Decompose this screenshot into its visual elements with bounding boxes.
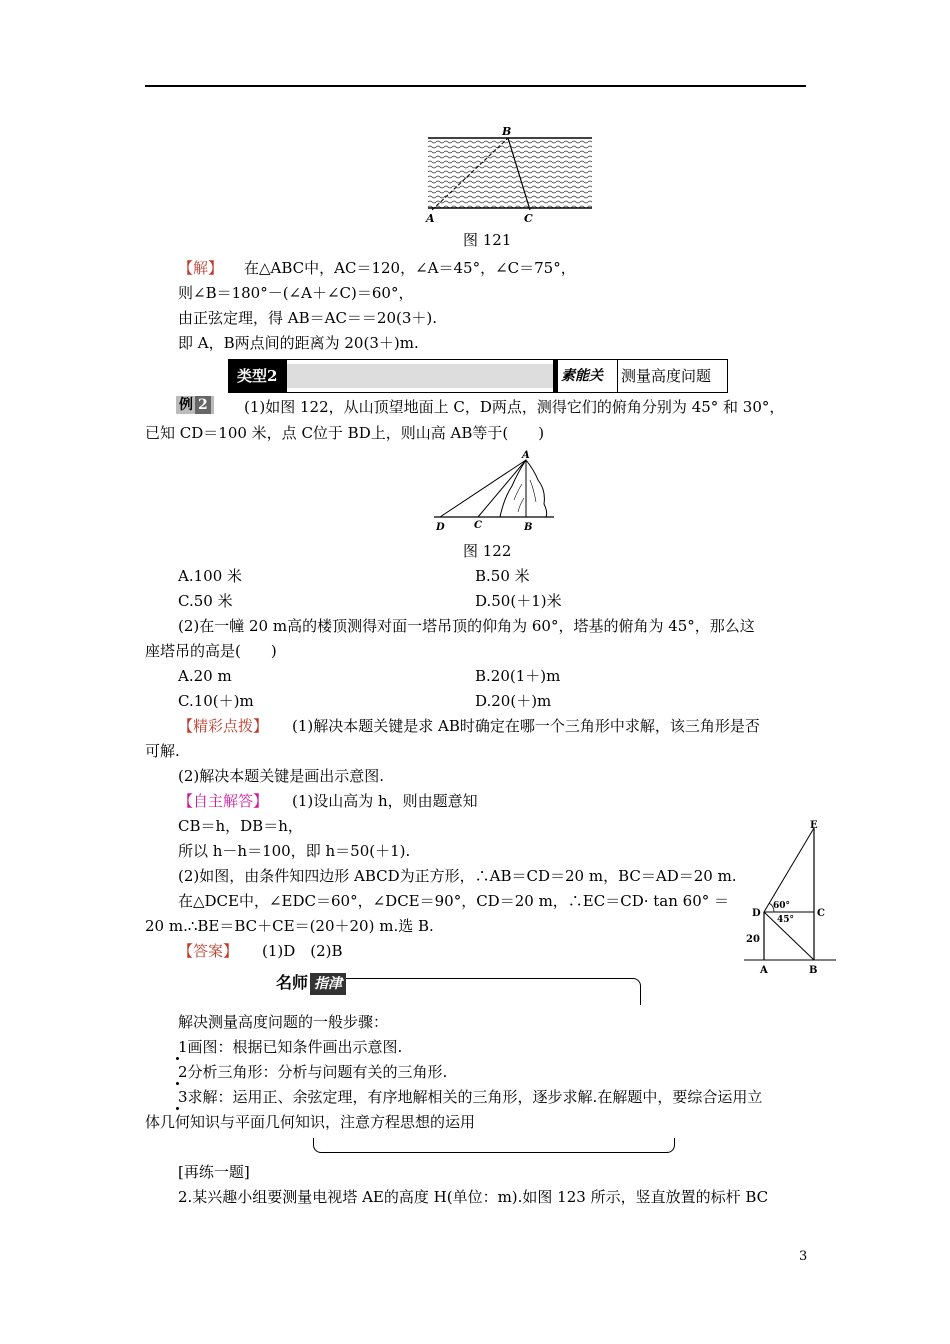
q2-option-b: B.20(1＋)m xyxy=(475,667,561,685)
self-answer-line-4: (2)如图，由条件知四边形 ABCD为正方形，∴AB＝CD＝20 m，BC＝AD＝20 m. xyxy=(178,867,737,885)
fig-right-label-e: E xyxy=(810,820,818,831)
master-step-3a: 3求解：运用正、余弦定理，有序地解相关的三角形，逐步求解.在解题中，要综合运用立 xyxy=(178,1088,763,1106)
master-title xyxy=(276,972,346,994)
type-banner-fill xyxy=(287,364,553,388)
fig122-label-d: D xyxy=(436,522,445,533)
type-label: 类型2 xyxy=(229,360,287,392)
fig-right-angle-60: 60° xyxy=(773,901,791,911)
emphasis-dot xyxy=(176,1107,179,1110)
solution-line-2: 则∠B＝180°－(∠A＋∠C)＝60°， xyxy=(178,284,414,302)
page-number: 3 xyxy=(799,1249,808,1264)
header-rule xyxy=(145,85,806,87)
master-step-2: 2分析三角形：分析与问题有关的三角形. xyxy=(178,1063,448,1081)
fig122-caption: 图 122 xyxy=(463,542,512,560)
q2-line-1: (2)在一幢 20 m高的楼顶测得对面一塔吊顶的仰角为 60°，塔基的俯角为 45°，那么这 xyxy=(178,617,755,635)
fig-right-angle-45: 45° xyxy=(777,915,795,925)
master-box-top xyxy=(310,978,641,1005)
master-step-3b: 体几何知识与平面几何知识，注意方程思想的运用 xyxy=(145,1113,476,1131)
practice-line-1: 2.某兴趣小组要测量电视塔 AE的高度 H(单位：m).如图 123 所示，竖直放置的标杆 BC xyxy=(178,1188,769,1206)
figure-tower xyxy=(740,818,840,978)
figure-122 xyxy=(430,450,560,534)
self-answer-tag: 【自主解答】 xyxy=(178,792,269,810)
master-title-b: 指津 xyxy=(310,973,346,995)
example-badge xyxy=(176,396,214,414)
example-badge-number: 2 xyxy=(195,396,211,414)
type-title: 测量高度问题 xyxy=(621,367,712,385)
fig-right-label-d: D xyxy=(752,908,761,919)
q1-option-b: B.50 米 xyxy=(475,567,530,585)
master-title-a: 名师 xyxy=(276,973,309,992)
practice-header: [再练一题] xyxy=(178,1163,250,1181)
q1-option-c: C.50 米 xyxy=(178,592,233,610)
q1-option-d: D.50(＋1)米 xyxy=(475,592,562,610)
example-line-1: (1)如图 122，从山顶望地面上 C，D两点，测得它们的俯角分别为 45° 和 30°， xyxy=(244,398,785,416)
fig122-label-b: B xyxy=(524,522,533,533)
fig122-label-a: A xyxy=(522,450,530,461)
q2-option-a: A.20 m xyxy=(178,667,232,685)
highlight-line-3: (2)解决本题关键是画出示意图. xyxy=(178,767,385,785)
fig-right-height-20: 20 xyxy=(746,934,760,945)
answer-text: (1)D (2)B xyxy=(262,942,343,960)
fig-right-label-c: C xyxy=(817,908,825,919)
q2-option-c: C.10(＋)m xyxy=(178,692,254,710)
master-intro: 解决测量高度问题的一般步骤： xyxy=(178,1013,389,1031)
type-banner-divider xyxy=(617,360,618,392)
fig-right-label-a: A xyxy=(760,965,768,976)
master-step-1: 1画图：根据已知条件画出示意图. xyxy=(178,1038,403,1056)
self-answer-line-2: CB＝h，DB＝h， xyxy=(178,817,303,835)
example-line-2: 已知 CD＝100 米，点 C位于 BD上，则山高 AB等于( ) xyxy=(145,424,545,442)
q2-option-d: D.20(＋)m xyxy=(475,692,552,710)
highlight-line-1: (1)解决本题关键是求 AB时确定在哪一个三角形中求解，该三角形是否 xyxy=(292,717,760,735)
solution-line-3: 由正弦定理，得 AB＝AC＝＝20(3＋). xyxy=(178,309,438,327)
solution-line-1: 在△ABC中，AC＝120，∠A＝45°，∠C＝75°， xyxy=(244,259,576,277)
emphasis-dot xyxy=(176,1082,179,1085)
fig122-label-c: C xyxy=(474,520,482,531)
self-answer-line-5: 在△DCE中，∠EDC＝60°，∠DCE＝90°，CD＝20 m，∴EC＝CD· tan 60° ＝ xyxy=(178,892,730,910)
fig121-label-c: C xyxy=(524,212,533,224)
fig-right-label-b: B xyxy=(809,965,818,976)
type-tag: 素能关 xyxy=(561,368,603,384)
solution-tag: 【解】 xyxy=(178,259,224,277)
example-badge-label: 例 xyxy=(179,397,193,413)
type-banner xyxy=(228,359,728,393)
emphasis-dot xyxy=(176,1057,179,1060)
highlight-line-2: 可解. xyxy=(145,742,180,760)
answer-tag: 【答案】 xyxy=(178,942,239,960)
self-answer-line-1: (1)设山高为 h，则由题意知 xyxy=(292,792,478,810)
fig121-label-a: A xyxy=(426,212,435,224)
q1-option-a: A.100 米 xyxy=(178,567,242,585)
self-answer-line-6: 20 m.∴BE＝BC＋CE＝(20＋20) m.选 B. xyxy=(145,917,434,935)
master-box-bottom xyxy=(313,1138,675,1153)
type-banner-separator xyxy=(553,360,558,392)
solution-line-4: 即 A，B两点间的距离为 20(3＋)m. xyxy=(178,334,419,352)
self-answer-line-3: 所以 h－h＝100，即 h＝50(＋1). xyxy=(178,842,411,860)
fig121-label-b: B xyxy=(502,125,512,138)
figure-121 xyxy=(420,124,600,224)
q2-line-2: 座塔吊的高是( ) xyxy=(145,642,277,660)
highlight-tag: 【精彩点拨】 xyxy=(178,717,269,735)
fig121-caption: 图 121 xyxy=(463,231,512,249)
